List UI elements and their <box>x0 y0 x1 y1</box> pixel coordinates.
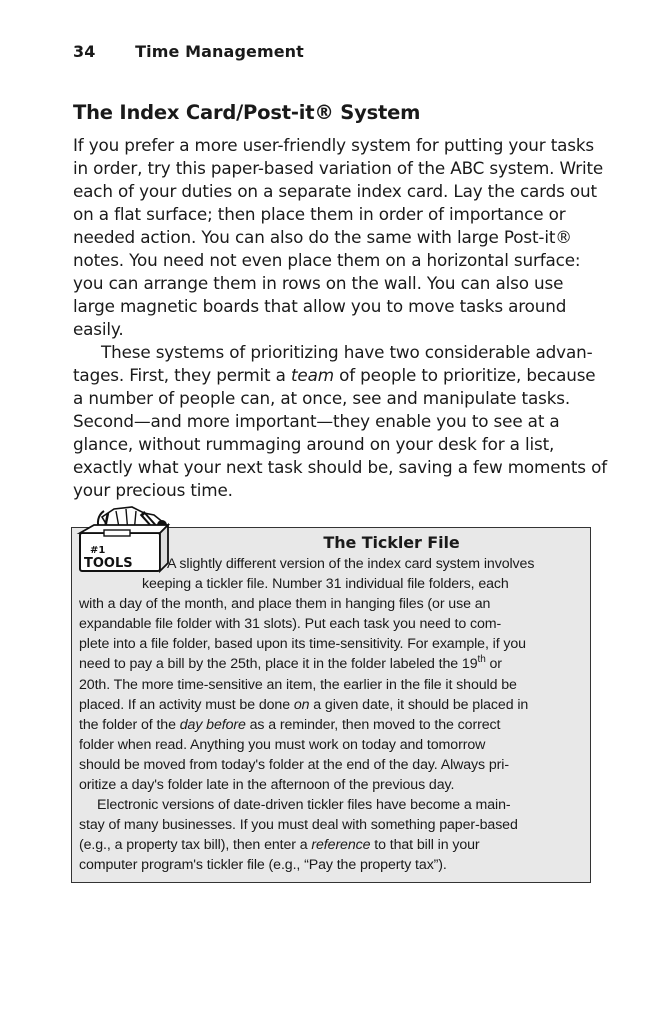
paragraph-1 <box>73 134 604 341</box>
text-line: Second—and more important—they enable you to see at a <box>73 411 560 431</box>
text-line: needed action. You can also do the same with large Post-it® <box>73 227 572 247</box>
text-line: your precious time. <box>73 480 233 500</box>
emphasis-team: team <box>290 365 334 385</box>
text-line: plete into a file folder, based upon its time-sensitivity. For example, if you <box>79 636 526 653</box>
page-number: 34 <box>73 42 96 61</box>
text-line: Electronic versions of date-driven tickler files have become a main- <box>97 797 511 814</box>
emphasis-day-before: day before <box>179 716 246 733</box>
section-heading: The Index Card/Post-it® System <box>73 101 421 124</box>
sidebar-title: The Tickler File <box>323 533 460 552</box>
text-line: 20th. The more time-sensitive an item, the earlier in the file it should be <box>79 676 517 693</box>
ordinal-suffix: th <box>477 654 486 666</box>
text-line: large magnetic boards that allow you to move tasks around <box>73 296 567 316</box>
text-line: you can arrange them in rows on the wall. You can also use <box>73 273 564 293</box>
text-line: a number of people can, at once, see and manipulate tasks. <box>73 388 571 408</box>
toolbox-label: TOOLS <box>84 556 133 571</box>
text-line: A slightly different version of the index card system involves <box>167 556 535 572</box>
running-header <box>73 42 304 61</box>
text-line: tages. First, they permit a team of people to prioritize, because <box>73 365 596 385</box>
text-line: glance, without rummaging around on your desk for a list, <box>73 434 555 454</box>
text-line: folder when read. Anything you must work on today and tomorrow <box>79 736 486 753</box>
text-line: the folder of the day before as a reminder, then moved to the correct <box>79 716 501 733</box>
text-line: computer program's tickler file (e.g., “Pay the property tax”). <box>79 857 447 874</box>
book-title: Time Management <box>135 42 304 61</box>
text-line: If you prefer a more user-friendly system for putting your tasks <box>73 135 595 155</box>
text-line: with a day of the month, and place them in hanging files (or use an <box>79 596 491 613</box>
text-line: placed. If an activity must be done on a given date, it should be placed in <box>79 696 529 713</box>
emphasis-reference: reference <box>311 837 371 854</box>
text-line: These systems of prioritizing have two considerable advan- <box>101 342 593 362</box>
text-line: stay of many businesses. If you must deal with something paper-based <box>79 817 518 834</box>
text-line: should be moved from today's folder at the end of the day. Always pri- <box>79 756 509 773</box>
text-line: exactly what your next task should be, saving a few moments of <box>73 457 607 477</box>
text-line: on a flat surface; then place them in order of importance or <box>73 204 566 224</box>
paragraph-2 <box>73 341 607 502</box>
sidebar-content <box>79 532 584 876</box>
text-line: easily. <box>73 319 124 339</box>
text-line: expandable file folder with 31 slots). Put each task you need to com- <box>79 616 502 633</box>
text-line: notes. You need not even place them on a horizontal surface: <box>73 250 581 270</box>
text-line: (e.g., a property tax bill), then enter a reference to that bill in your <box>79 837 480 854</box>
text-line: in order, try this paper-based variation of the ABC system. Write <box>73 158 604 178</box>
text-line: each of your duties on a separate index card. Lay the cards out <box>73 181 597 201</box>
text-line: keeping a tickler file. Number 31 individual file folders, each <box>142 576 509 593</box>
text-line: oritize a day's folder late in the afternoon of the previous day. <box>79 777 455 794</box>
toolbox-badge: #1 <box>90 545 106 556</box>
emphasis-on: on <box>293 696 310 713</box>
text-line: need to pay a bill by the 25th, place it in the folder labeled the 19th or <box>79 654 502 673</box>
